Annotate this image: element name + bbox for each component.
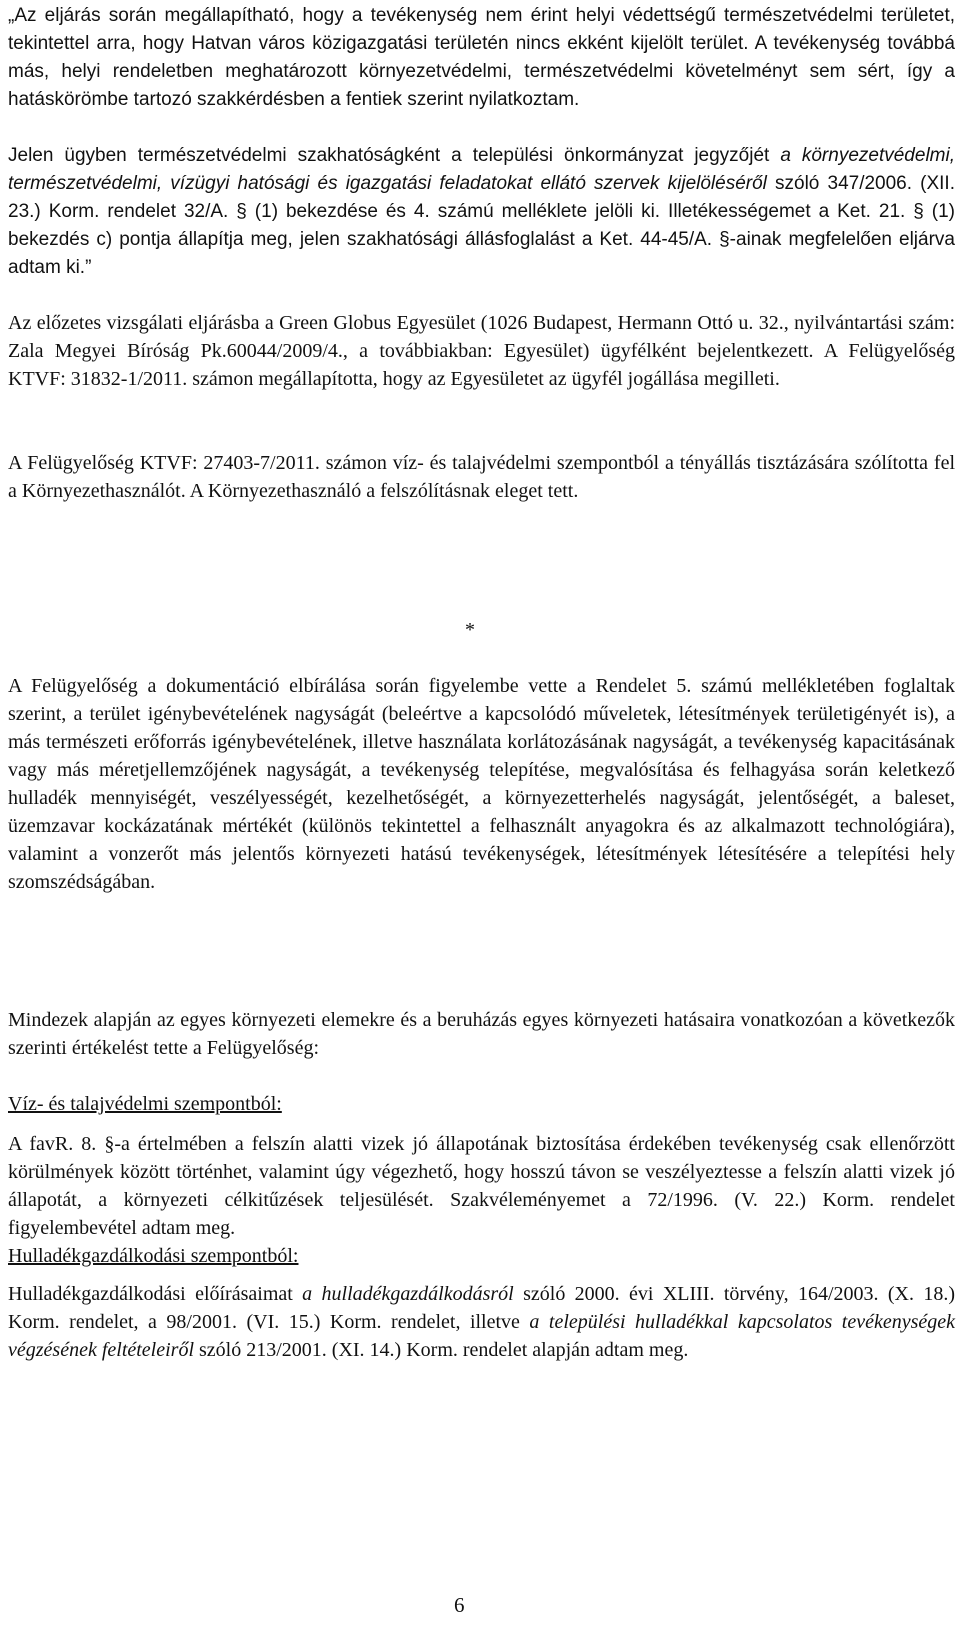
heading-water-soil: Víz- és talajvédelmi szempontból: bbox=[8, 1093, 282, 1115]
paragraph-local-protection: „Az eljárás során megállapítható, hogy a tevékenység nem érint helyi védettségű természetvédelmi területet, tekintettel arra, hogy Hatvan város közigazgatási területén nincs ekként kijelölt terület. A tevékenység továbbá más, helyi rendeletben meghatározott környezetvédelmi, természetvédelmi követelményt sem sért, így a hatáskörömbe tartozó szakkérdésben a fentiek szerint nyilatkoztam. bbox=[8, 5, 955, 110]
waste-italic-2: a települési hulladékkal kapcsolatos tevékenységek végzésének feltételeiről bbox=[8, 1311, 956, 1361]
paragraph-evaluation-criteria: A Felügyelőség a dokumentáció elbírálása során figyelembe vette a Rendelet 5. számú mellékletében foglaltak szerint, a terület igénybevételének nagyságát (beleértve a kapcsolódó műveletek, létesítmények területigényét is), a más természeti erőforrás igénybevételének, illetve használata korlátozásának nagyságát, a tevékenység kapacitásának vagy más méretjellemzőjének nagyságát, a tevékenység telepítése, megvalósítása és felhagyása során keletkező hulladék mennyiségét, veszélyességét, kezelhetőségét, a környezetterhelés nagyságát, jelentőségét, a baleset, üzemzavar kockázatának mértékét (különös tekintettel a felhasznált anyagokra és az alkalmazott technológiára), valamint a vonzerőt más jelentős környezeti hatású tevékenységek, létesítmények létesítésére a telepítési hely szomszédságában. bbox=[8, 675, 955, 893]
waste-italic-1: a hulladékgazdálkodásról bbox=[302, 1283, 514, 1305]
paragraph-groundwater: A favR. 8. §-a értelmében a felszín alatti vizek jó állapotának biztosítása érdekében tevékenység csak ellenőrzött körülmények között történhet, valamint úgy végezhető, hogy hosszú távon se veszélyeztesse a felszín alatti vizek jó állapotát, a környezeti célkitűzések teljesülését. Szakvéleményemet a 72/1996. (V. 22.) Korm. rendelet figyelembevétel adtam meg. bbox=[8, 1133, 955, 1239]
heading-waste-management: Hulladékgazdálkodási szempontból: bbox=[8, 1245, 299, 1267]
section-separator: * bbox=[465, 619, 475, 641]
paragraph-waste-rules bbox=[8, 1280, 955, 1364]
paragraph-authority-rest: szóló 347/2006. (XII. 23.) Korm. rendelet 32/A. § (1) bekezdése és 4. számú melléklete jelöli ki. Illetékességemet a Ket. 21. § (1) bekezdés c) pontja állapítja meg, jelen szakhatósági állásfoglalást a Ket. 44-45/A. §-ainak megfelelően eljárva adtam ki.” bbox=[8, 173, 955, 278]
paragraph-summary-intro: Mindezek alapján az egyes környezeti elemekre és a beruházás egyes környezeti hatásaira vonatkozóan a következők szerinti értékelést tette a Felügyelőség: bbox=[8, 1009, 955, 1059]
paragraph-authority-italic: a környezetvédelmi, természetvédelmi, vízügyi hatósági és igazgatási feladatokat ellátó szervek kijelöléséről bbox=[8, 145, 955, 194]
paragraph-water-soil-request: A Felügyelőség KTVF: 27403-7/2011. számon víz- és talajvédelmi szempontból a tényállás tisztázására szólította fel a Környezethasználót. A Környezethasználó a felszólításnak eleget tett. bbox=[8, 452, 955, 502]
page-number: 6 bbox=[454, 1593, 465, 1617]
paragraph-authority-designation bbox=[8, 142, 955, 282]
paragraph-authority-intro: Jelen ügyben természetvédelmi szakhatóságként a települési önkormányzat jegyzőjét bbox=[8, 145, 781, 166]
waste-text-1: Hulladékgazdálkodási előírásaimat bbox=[8, 1283, 303, 1305]
waste-text-2: szóló 2000. évi XLIII. törvény, 164/2003. (X. 18.) Korm. rendelet, a 98/2001. (VI. 15.) Korm. rendelet, illetve bbox=[8, 1283, 956, 1333]
paragraph-green-globus: Az előzetes vizsgálati eljárásba a Green Globus Egyesület (1026 Budapest, Hermann Ottó u. 32., nyilvántartási szám: Zala Megyei Bíróság Pk.60044/2009/4., a továbbiakban: Egyesület) ügyfélként bejelentkezett. A Felügyelőség KTVF: 31832-1/2011. számon megállapította, hogy az Egyesületet az ügyfél jogállása megilleti. bbox=[8, 312, 955, 390]
waste-text-3: szóló 213/2001. (XI. 14.) Korm. rendelet alapján adtam meg. bbox=[194, 1339, 689, 1361]
